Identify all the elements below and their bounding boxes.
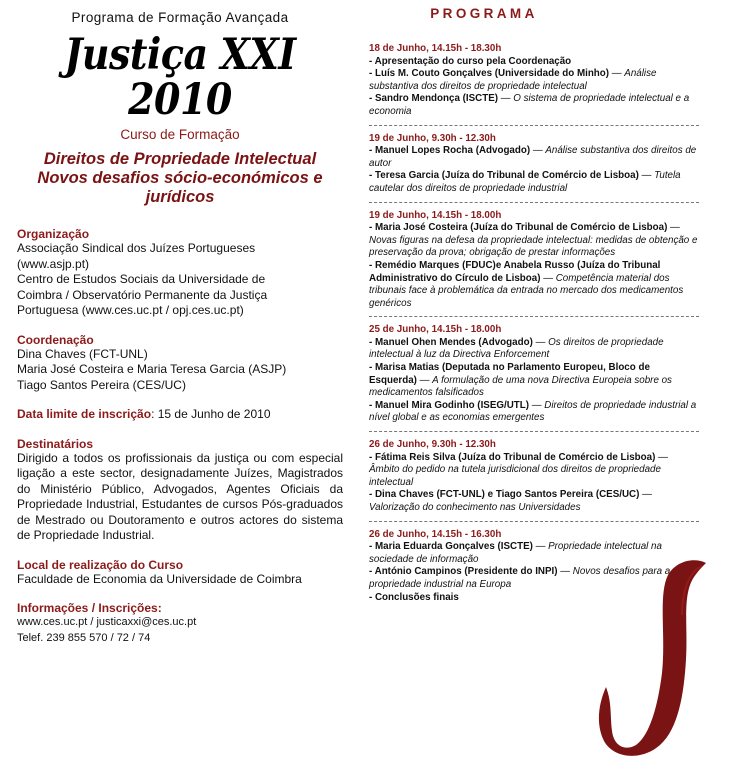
organizacao-line: Coimbra / Observatório Permanente da Justiça [17, 287, 268, 302]
brand-title: Justiça XXI 2010 [64, 28, 296, 125]
organizacao-line: Portuguesa (www.ces.uc.pt / opj.ces.uc.pt) [17, 303, 244, 317]
session-speaker: - Maria Eduarda Gonçalves (ISCTE) [369, 541, 533, 553]
session-item [369, 222, 699, 260]
session-dash: — [638, 170, 655, 182]
session-speaker: - Luís M. Couto Gonçalves (Universidade do Minho) [369, 68, 610, 80]
session-dash: — [655, 451, 668, 463]
session-item [369, 56, 699, 69]
session-topic: Propriedade intelectual na sociedade de informação [369, 541, 662, 565]
session-dash: — [532, 541, 549, 553]
course-title-line-3: jurídicos [145, 188, 215, 206]
programa-session [369, 324, 699, 425]
session-item [369, 68, 699, 93]
session-date: 26 de Junho, 14.15h - 16.30h [369, 528, 502, 540]
session-item [369, 400, 699, 425]
session-item [369, 145, 699, 170]
organizacao-list [17, 241, 343, 319]
session-dash: — [529, 399, 545, 411]
session-item [369, 170, 699, 195]
session-topic: A formulação de uma nova Directiva Europeia sobre os medicamentos falsificados [369, 374, 672, 399]
programa-session [369, 210, 699, 311]
session-speaker: - Dina Chaves (FCT-UNL) e Tiago Santos Pereira (CES/UC) [369, 489, 640, 501]
organizacao-line: Associação Sindical dos Juízes Portugueses [17, 241, 256, 255]
course-label: Curso de Formação [120, 127, 240, 142]
session-date: 19 de Junho, 9.30h - 12.30h [369, 132, 496, 144]
session-speaker: - Maria José Costeira (Juíza do Tribunal de Comércio de Lisboa) [369, 222, 668, 234]
session-topic: Novos desafios para a propriedade industrial na Europa [369, 566, 671, 590]
programa-session [369, 133, 699, 196]
session-divider [369, 125, 699, 126]
session-topic: Direitos de propriedade industrial a nível global e as economias emergentes [369, 399, 697, 424]
organizacao-line: Centro de Estudos Sociais da Universidade de [17, 272, 266, 286]
session-topic: Tutela cautelar dos direitos de propriedade industrial [369, 170, 681, 194]
checkmark-icon [598, 555, 708, 760]
session-divider [369, 316, 699, 317]
session-date: 18 de Junho, 14.15h - 18.30h [369, 43, 502, 54]
session-topic: Âmbito do pedido na tutela jurisdicional dos direitos de propriedade intelectual [369, 464, 661, 488]
coordenacao-line: Maria José Costeira e Maria Teresa Garcia (ASJP) [17, 362, 287, 376]
session-topic: Valorização do conhecimento nas Universidades [369, 502, 581, 513]
registration-deadline [17, 407, 343, 423]
coordenacao-line: Dina Chaves (FCT-UNL) [17, 346, 148, 361]
session-item [369, 362, 699, 400]
session-date: 25 de Junho, 14.15h - 18.00h [369, 324, 502, 336]
session-dash: — [639, 489, 652, 501]
organizacao-heading: Organização [17, 227, 90, 241]
course-title-line-1: Direitos de Propriedade Intelectual [43, 150, 317, 168]
session-date: 26 de Junho, 9.30h - 12.30h [369, 439, 496, 451]
local-text: Faculdade de Economia da Universidade de Coimbra [17, 571, 302, 586]
session-speaker: - Fátima Reis Silva (Juíza do Tribunal de Comércio de Lisboa) [369, 451, 656, 463]
course-title [17, 150, 343, 207]
programa-session [369, 439, 699, 515]
destinatarios-text: Dirigido a todos os profissionais da justiça ou com especial ligação a este sector, designadamente Juízes, Magistrados do Ministério Público, Advogados, Agentes Oficiais da Propriedade Industrial, Estudantes de cursos Pós-graduados de Mestrado ou Doutoramento e outros actores do sistema de Propriedade Industrial. [17, 450, 343, 542]
coordenacao-list [17, 347, 343, 394]
course-title-line-2: Novos desafios sócio-económicos e [37, 169, 323, 187]
session-dash: — [667, 222, 680, 234]
session-dash: — [530, 145, 546, 157]
session-dash: — [540, 272, 556, 284]
session-speaker: - Sandro Mendonça (ISCTE) [369, 93, 498, 105]
contact-web: www.ces.uc.pt / justicaxxi@ces.uc.pt [17, 616, 197, 628]
local-heading: Local de realização do Curso [17, 557, 184, 572]
session-speaker: - Manuel Lopes Rocha (Advogado) [369, 145, 531, 157]
session-divider [369, 202, 699, 203]
contact-phone: Telef. 239 855 570 / 72 / 74 [17, 631, 151, 644]
session-dash: — [557, 566, 573, 578]
session-item [369, 93, 699, 118]
session-speaker: - Marisa Matias (Deputada no Parlamento Europeu, Bloco de Esquerda) [369, 362, 650, 386]
programa-sessions [369, 43, 699, 604]
session-speaker: - Manuel Mira Godinho (ISEG/UTL) [369, 399, 530, 411]
session-divider [369, 521, 699, 522]
session-topic: Análise substantiva dos direitos de autor [369, 145, 697, 169]
session-item [369, 452, 699, 490]
session-dash: — [498, 93, 514, 105]
session-speaker: - Remédio Marques (FDUC)e Anabela Russo (Juíza do Tribunal Administrativo do Círculo de Lisboa) [369, 259, 661, 284]
left-column [17, 8, 343, 646]
session-speaker: - Conclusões finais [369, 591, 459, 603]
session-date: 19 de Junho, 14.15h - 18.00h [369, 209, 502, 221]
session-item [369, 489, 699, 514]
coordenacao-line: Tiago Santos Pereira (CES/UC) [17, 377, 186, 392]
session-dash: — [532, 336, 549, 348]
session-topic: Novas figuras na defesa da propriedade intelectual: medidas de obtenção e preservação da prova; obrigação de prestar informações [369, 234, 698, 259]
session-item [369, 337, 699, 362]
registration-deadline-label: Data limite de inscrição [17, 407, 152, 421]
session-topic: Competência material dos tribunais face à problemática da entrada no mercado dos medicamentos genéricos [369, 272, 684, 309]
programa-session [369, 43, 699, 119]
right-column [369, 6, 699, 604]
session-topic: Análise substantiva dos direitos de propriedade intelectual [369, 68, 657, 92]
session-speaker: - António Campinos (Presidente do INPI) [369, 566, 558, 578]
session-speaker: - Teresa Garcia (Juíza do Tribunal de Comércio de Lisboa) [369, 170, 639, 182]
session-topic: Os direitos de propriedade intelectual à luz da Directiva Enforcement [369, 336, 664, 361]
coordenacao-heading: Coordenação [17, 332, 94, 347]
session-topic: O sistema de propriedade intelectual e a economia [369, 93, 690, 117]
programa-heading: PROGRAMA [430, 6, 538, 21]
destinatarios-heading: Destinatários [17, 436, 94, 451]
session-item [369, 260, 699, 310]
registration-deadline-value: : 15 de Junho de 2010 [151, 407, 271, 421]
program-top-line: Programa de Formação Avançada [71, 10, 289, 25]
session-dash: — [609, 68, 625, 80]
session-speaker: - Apresentação do curso pela Coordenação [369, 55, 572, 67]
session-divider [369, 431, 699, 432]
session-dash: — [416, 374, 433, 386]
organizacao-line: (www.asjp.pt) [17, 256, 90, 271]
informacoes-heading: Informações / Inscrições: [17, 601, 162, 615]
session-speaker: - Manuel Ohen Mendes (Advogado) [369, 336, 533, 348]
